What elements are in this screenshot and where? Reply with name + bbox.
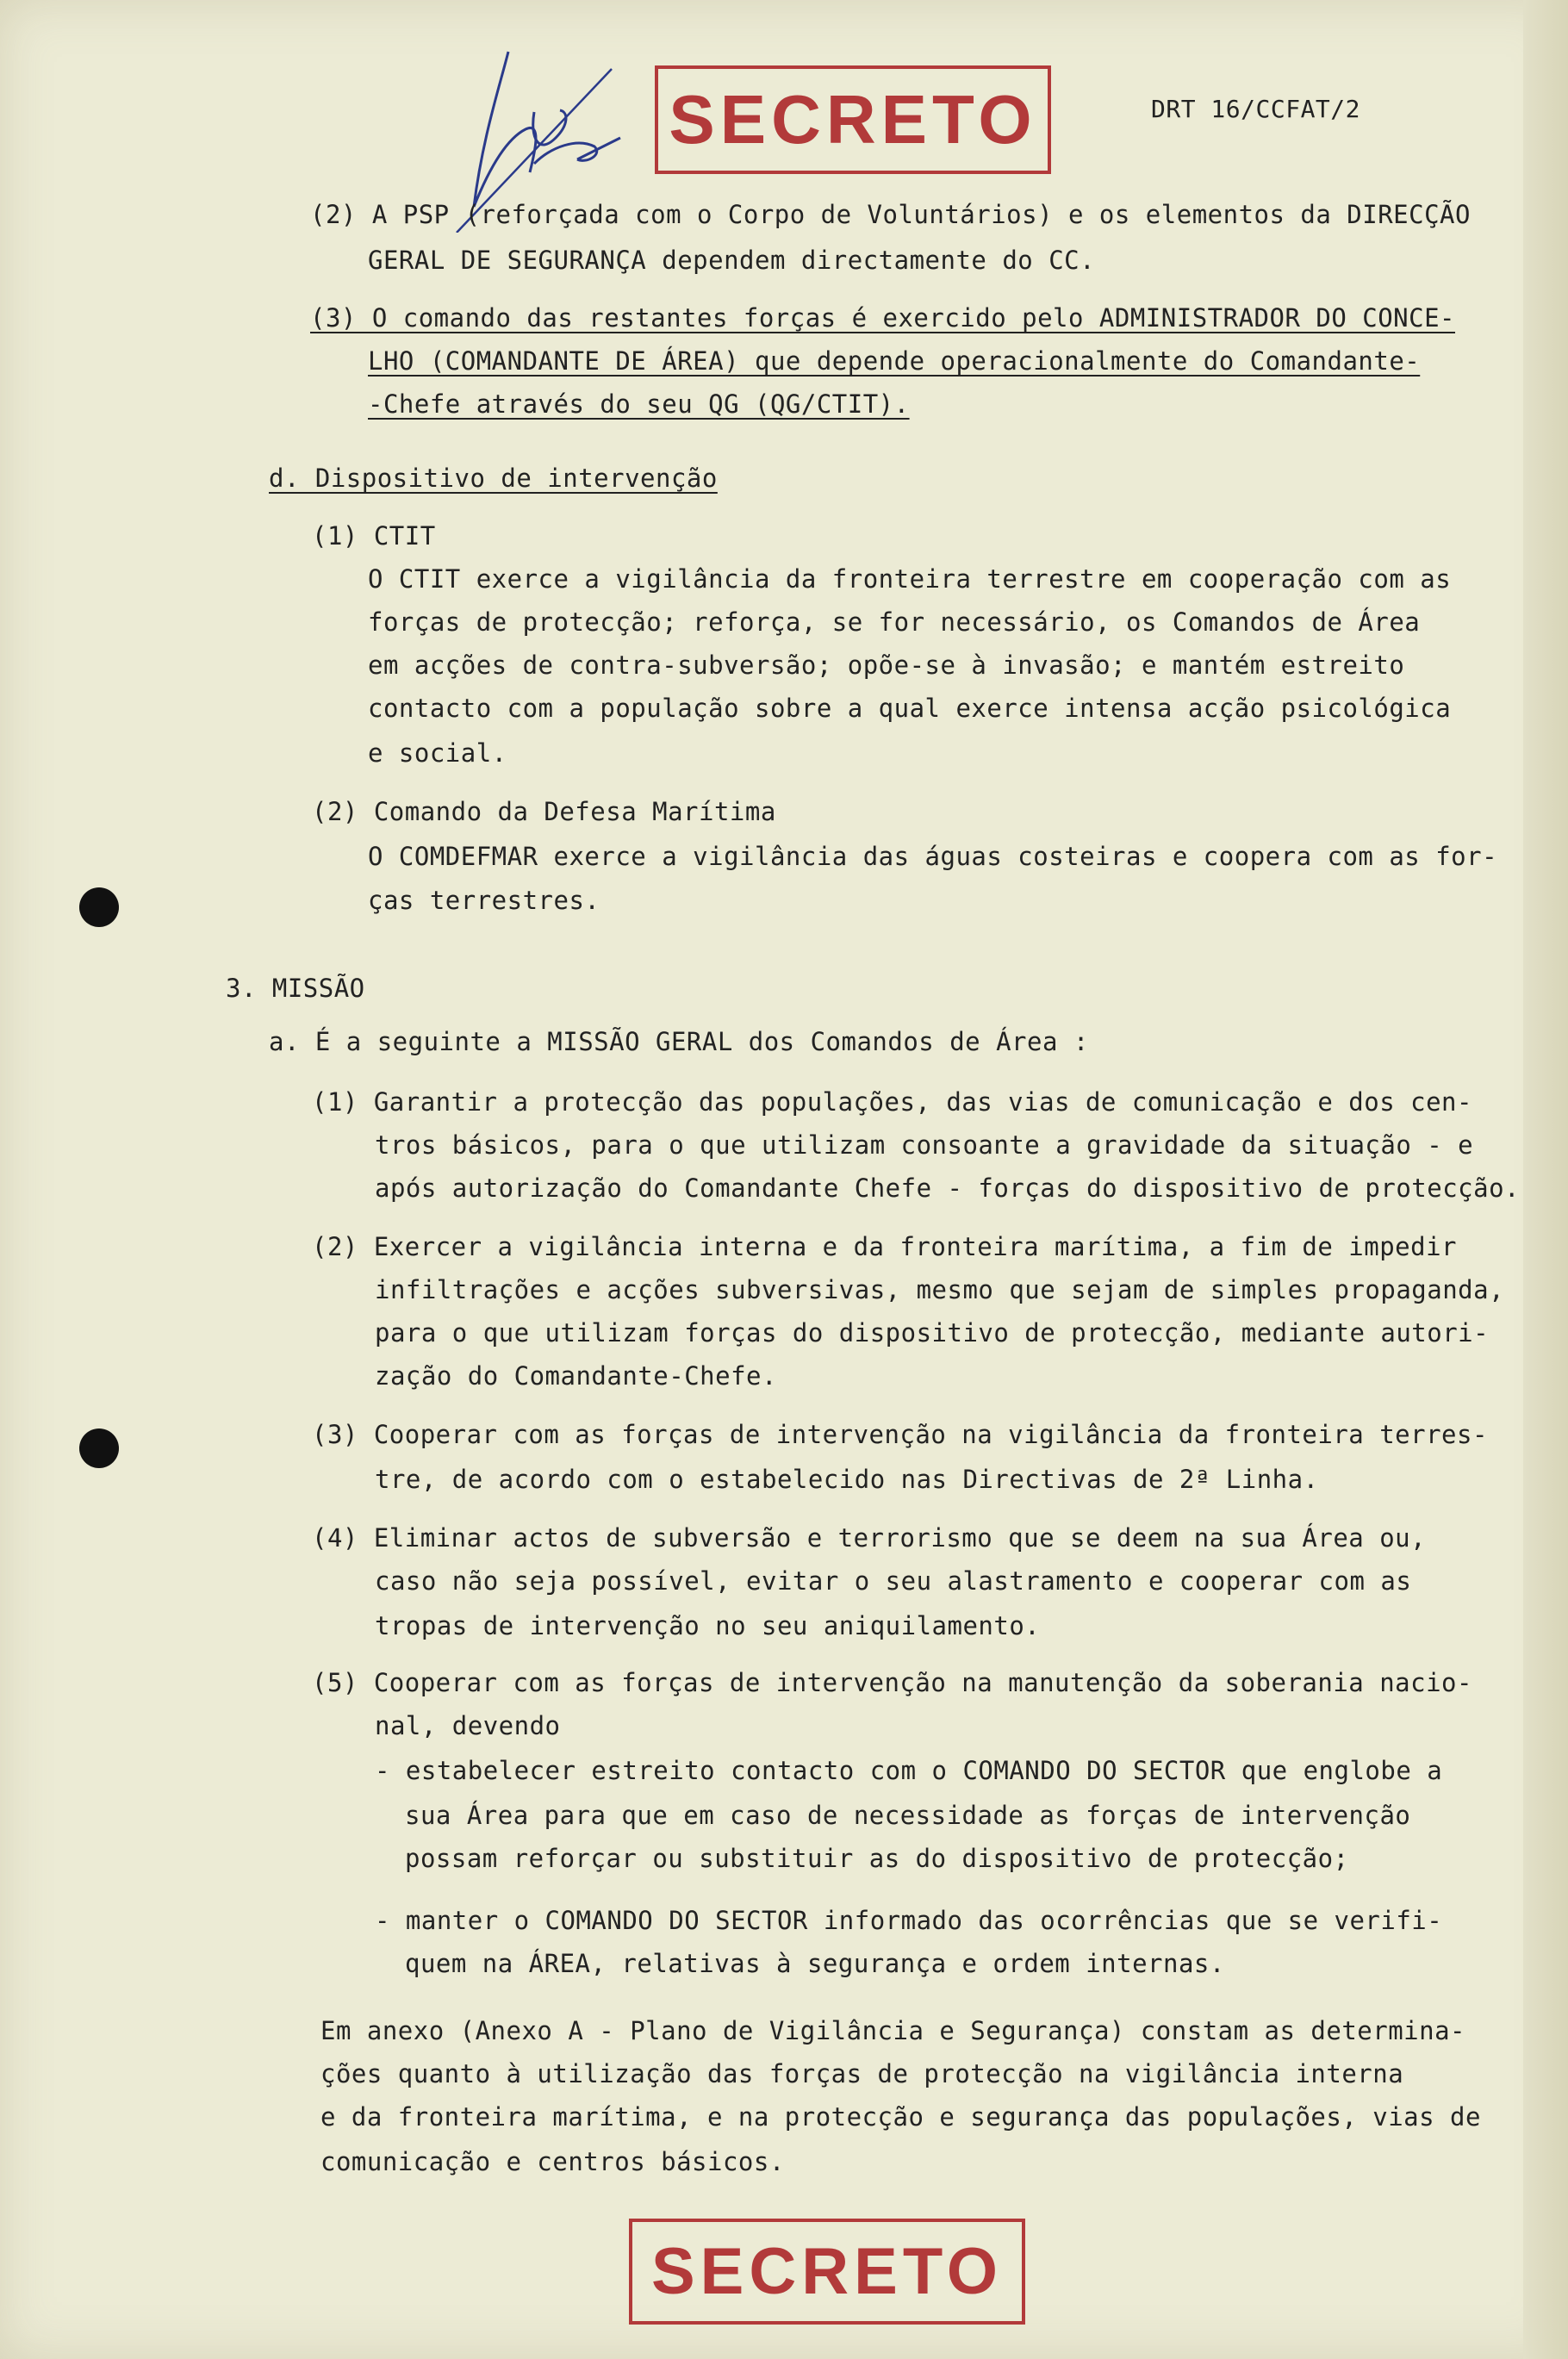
secret-stamp-bottom: SECRETO: [629, 2219, 1025, 2325]
missao-1-line-2: tros básicos, para o que utilizam consoante a gravidade da situação - e: [375, 1130, 1474, 1160]
secret-stamp-top: SECRETO: [655, 65, 1051, 174]
ctit-text-2: forças de protecção; reforça, se for necessário, os Comandos de Área: [368, 607, 1421, 637]
ctit-heading: (1) CTIT: [312, 521, 436, 551]
missao-2-line-3: para o que utilizam forças do dispositivo de protecção, mediante autori-: [375, 1318, 1490, 1348]
missao-2-line-2: infiltrações e acções subversivas, mesmo que sejam de simples propaganda,: [375, 1275, 1505, 1304]
item-2-line-1: (2) A PSP (reforçada com o Corpo de Voluntários) e os elementos da DIRECÇÃO: [310, 200, 1471, 229]
missao-heading: 3. MISSÃO: [226, 974, 365, 1003]
anexo-line-2: ções quanto à utilização das forças de protecção na vigilância interna: [320, 2059, 1404, 2088]
item-3-line-3: -Chefe através do seu QG (QG/CTIT).: [368, 389, 910, 419]
missao-4-line-2: caso não seja possível, evitar o seu alastramento e cooperar com as: [375, 1566, 1412, 1596]
defesa-maritima-heading: (2) Comando da Defesa Marítima: [312, 797, 776, 826]
missao-5-bullet-1-line-2: sua Área para que em caso de necessidade as forças de intervenção: [405, 1801, 1411, 1830]
anexo-line-3: e da fronteira marítima, e na protecção e segurança das populações, vias de: [320, 2102, 1481, 2132]
document-reference: DRT 16/CCFAT/2: [1151, 95, 1361, 123]
defesa-maritima-text-2: ças terrestres.: [368, 886, 600, 915]
binder-hole-top: [79, 887, 119, 927]
ctit-text-4: contacto com a população sobre a qual exerce intensa acção psicológica: [368, 694, 1452, 723]
defesa-maritima-text-1: O COMDEFMAR exerce a vigilância das águas costeiras e coopera com as for-: [368, 842, 1498, 871]
anexo-line-1: Em anexo (Anexo A - Plano de Vigilância e Segurança) constam as determina-: [320, 2016, 1466, 2045]
missao-4-line-1: (4) Eliminar actos de subversão e terrorismo que se deem na sua Área ou,: [312, 1523, 1427, 1553]
missao-2-line-4: zação do Comandante-Chefe.: [375, 1361, 777, 1391]
missao-5-line-1: (5) Cooperar com as forças de intervenção na manutenção da soberania nacio-: [312, 1668, 1472, 1697]
ctit-text-1: O CTIT exerce a vigilância da fronteira terrestre em cooperação com as: [368, 564, 1452, 594]
missao-5-line-2: nal, devendo: [375, 1711, 561, 1740]
missao-1-line-3: após autorização do Comandante Chefe - forças do dispositivo de protecção.: [375, 1173, 1521, 1203]
missao-5-bullet-2-line-2: quem na ÁREA, relativas à segurança e ordem internas.: [405, 1949, 1225, 1978]
section-d-heading: d. Dispositivo de intervenção: [269, 464, 718, 493]
ctit-text-5: e social.: [368, 738, 507, 768]
missao-3-line-2: tre, de acordo com o estabelecido nas Directivas de 2ª Linha.: [375, 1465, 1319, 1494]
missao-1-line-1: (1) Garantir a protecção das populações, das vias de comunicação e dos cen-: [312, 1087, 1472, 1117]
missao-3-line-1: (3) Cooperar com as forças de intervenção na vigilância da fronteira terres-: [312, 1420, 1488, 1449]
item-3-line-2: LHO (COMANDANTE DE ÁREA) que depende operacionalmente do Comandante-: [368, 346, 1421, 376]
missao-5-bullet-2-line-1: - manter o COMANDO DO SECTOR informado das ocorrências que se verifi-: [375, 1906, 1443, 1935]
missao-4-line-3: tropas de intervenção no seu aniquilamento.: [375, 1611, 1041, 1640]
binder-hole-bottom: [79, 1428, 119, 1468]
ctit-text-3: em acções de contra-subversão; opõe-se à invasão; e mantém estreito: [368, 650, 1405, 680]
item-2-line-2: GERAL DE SEGURANÇA dependem directamente do CC.: [368, 246, 1096, 275]
missao-5-bullet-1-line-3: possam reforçar ou substituir as do dispositivo de protecção;: [405, 1844, 1349, 1873]
missao-5-bullet-1-line-1: - estabelecer estreito contacto com o COMANDO DO SECTOR que englobe a: [375, 1756, 1443, 1785]
missao-2-line-1: (2) Exercer a vigilância interna e da fronteira marítima, a fim de impedir: [312, 1232, 1458, 1261]
item-3-line-1: (3) O comando das restantes forças é exercido pelo ADMINISTRADOR DO CONCE-: [310, 303, 1456, 333]
anexo-line-4: comunicação e centros básicos.: [320, 2147, 785, 2176]
missao-geral-heading: a. É a seguinte a MISSÃO GERAL dos Comandos de Área :: [269, 1027, 1089, 1056]
page-edge-shadow: [1523, 0, 1568, 2359]
